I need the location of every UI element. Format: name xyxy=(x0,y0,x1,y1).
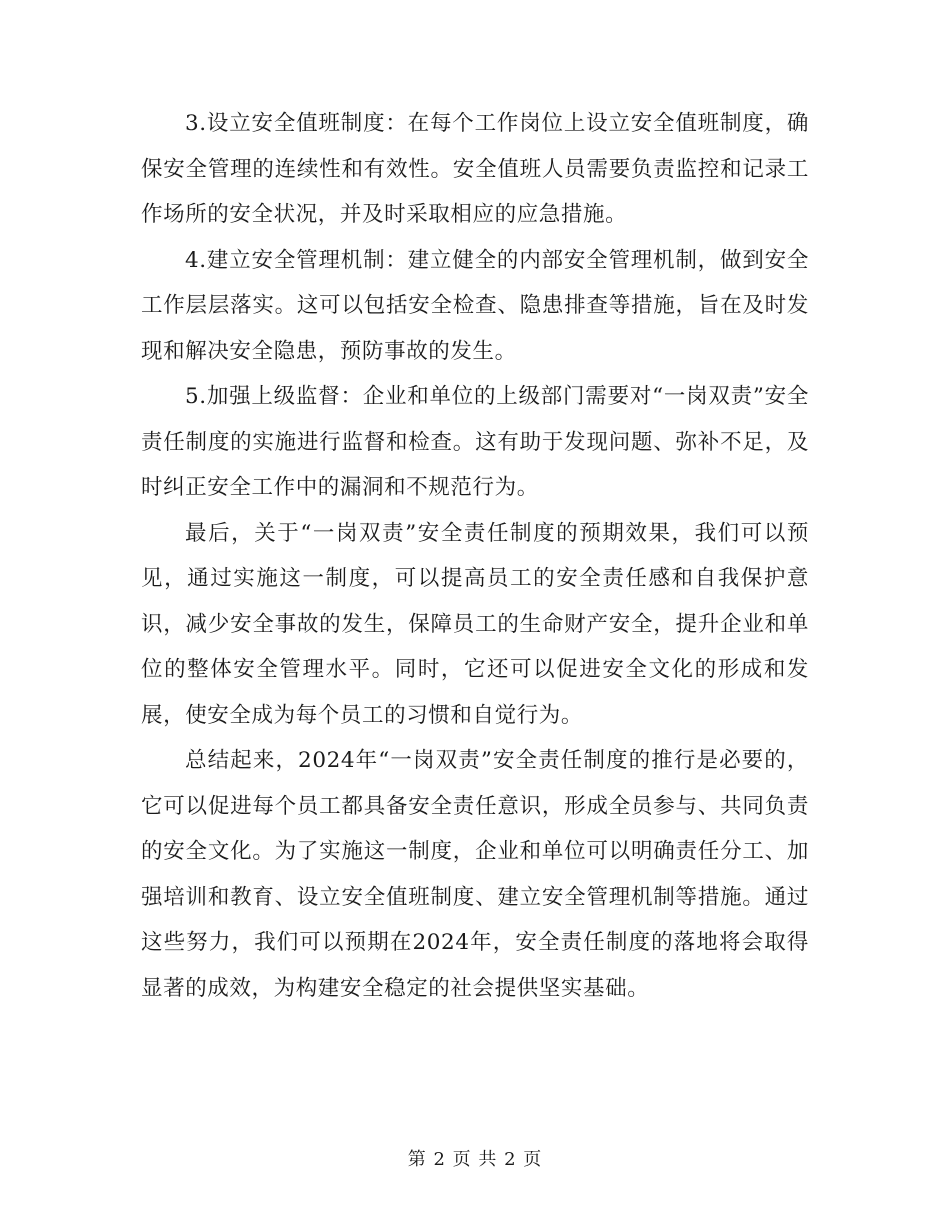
paragraph-expected-effect: 最后，关于“一岗双责”安全责任制度的预期效果，我们可以预见，通过实施这一制度，可以提高员工的安全责任感和自我保护意识，减少安全事故的发生，保障员工的生命财产安全，提升企业和单位的整体安全管理水平。同时，它还可以促进安全文化的形成和发展，使安全成为每个员工的习惯和自觉行为。 xyxy=(141,520,809,728)
paragraph-duty-system: 3.设立安全值班制度：在每个工作岗位上设立安全值班制度，确保安全管理的连续性和有效性。安全值班人员需要负责监控和记录工作场所的安全状况，并及时采取相应的应急措施。 xyxy=(141,111,809,227)
paragraph-management-mechanism: 4.建立安全管理机制：建立健全的内部安全管理机制，做到安全工作层层落实。这可以包括安全检查、隐患排查等措施，旨在及时发现和解决安全隐患，预防事故的发生。 xyxy=(141,247,809,364)
paragraph-supervision: 5.加强上级监督：企业和单位的上级部门需要对“一岗双责”安全责任制度的实施进行监督和检查。这有助于发现问题、弥补不足，及时纠正安全工作中的漏洞和不规范行为。 xyxy=(141,384,809,500)
document-body xyxy=(141,101,809,1011)
paragraph-conclusion: 总结起来，2024年“一岗双责”安全责任制度的推行是必要的，它可以促进每个员工都具备安全责任意识，形成全员参与、共同负责的安全文化。为了实施这一制度，企业和单位可以明确责任分工、加强培训和教育、设立安全值班制度、建立安全管理机制等措施。通过这些努力，我们可以预期在2024年，安全责任制度的落地将会取得显著的成效，为构建安全稳定的社会提供坚实基础。 xyxy=(141,748,809,1001)
page-footer: 第 2 页 共 2 页 xyxy=(407,1149,543,1170)
